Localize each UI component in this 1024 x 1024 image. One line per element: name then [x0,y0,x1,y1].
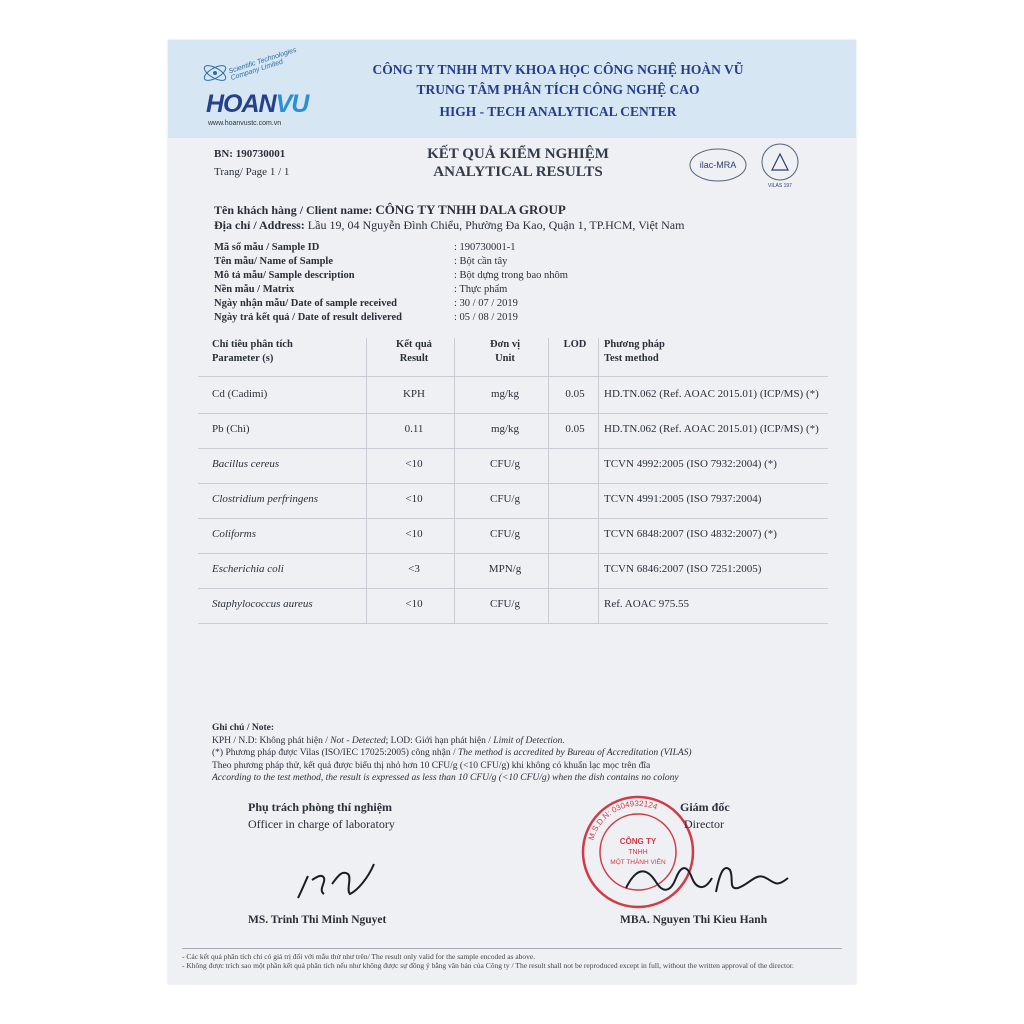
header-lod [550,338,600,352]
cell-unit: MPN/g [488,563,522,575]
sample-info-value: : 05 / 08 / 2019 [454,312,518,323]
cell-lod: 0.05 [565,423,585,435]
header-parameter-en: Parameter (s) [212,353,274,364]
header-unit-vi: Đơn vị [489,339,521,350]
sample-info-row [214,298,814,312]
report-title-vi: KẾT QUẢ KIỂM NGHIỆM [427,146,609,162]
header-method [604,338,844,366]
cell-method: HD.TN.062 (Ref. AOAC 2015.01) (ICP/MS) (*) [604,388,819,400]
header-unit [460,338,550,366]
cell-parameter: Coliforms [212,528,257,540]
cell-lod: 0.05 [565,388,585,400]
lab-officer-subtitle: Officer in charge of laboratory [248,817,395,831]
note-line [212,747,692,760]
note-text: KPH / N.D: Không phát hiện / [212,735,331,746]
sample-info-label: Mô tả mẫu/ Sample description [214,270,355,281]
cell-method: TCVN 6846:2007 (ISO 7251:2005) [604,563,762,575]
header-result [374,338,454,366]
director-name: MBA. Nguyen Thi Kieu Hanh [620,914,768,926]
footer-line-1: - Các kết quả phân tích chỉ có giá trị đối với mẫu thử như trên/ The result only valid for the sample encoded as above. [182,952,536,961]
sample-info-label: Ngày trả kết quả / Date of result delivered [214,312,403,323]
note-text-en: Not - Detected [330,735,386,746]
cell-unit: mg/kg [490,388,520,400]
sample-info-label: Mã số mẫu / Sample ID [214,242,320,253]
table-row [198,483,828,518]
cell-method: TCVN 4992:2005 (ISO 7932:2004) (*) [604,458,777,470]
sample-info-value: : Thực phẩm [454,284,508,295]
footer-line-2: - Không được trích sao một phần kết quả phân tích nếu như không được sự đồng ý bằng văn bản của Công ty / The result shall not be reproduced except in full, without the written approval of the director. [182,961,794,970]
client-name-label: Tên khách hàng / Client name: [214,203,373,217]
sample-info-value: : 190730001-1 [454,242,516,253]
center-name-vi: TRUNG TÂM PHÂN TÍCH CÔNG NGHỆ CAO [416,82,700,97]
header-band [168,40,856,138]
seal-code: M.S.D.N: 0304932124 [586,798,659,842]
cell-result: <10 [405,493,423,505]
cell-method: Ref. AOAC 975.55 [604,598,689,610]
cell-parameter: Cd (Cadimi) [212,388,268,400]
table-row [198,518,828,553]
director-signature [616,848,806,908]
center-name-en: HIGH - TECH ANALYTICAL CENTER [439,104,677,119]
lab-officer-signature [268,850,408,906]
table-divider [198,376,828,377]
report-title-en: ANALYTICAL RESULTS [433,164,603,180]
cell-unit: mg/kg [490,423,520,435]
cell-parameter: Staphylococcus aureus [212,598,313,610]
cell-parameter: Clostridium perfringens [212,493,319,505]
note-text: (*) Phương pháp được Vilas (ISO/IEC 17025:2005) công nhận / [212,748,458,758]
ilac-mra-logo: ilac-MRA [699,160,737,170]
cell-unit: CFU/g [490,493,520,505]
sample-info-label: Ngày nhận mẫu/ Date of sample received [214,298,397,309]
table-row [198,588,828,623]
batch-number: BN: 190730001 [214,148,286,160]
note-text-en: The method is accredited by Bureau of Accreditation (VILAS) [458,748,692,758]
svg-text:M.S.D.N: 0304932124 [587,799,659,841]
sample-info-label: Tên mẫu/ Name of Sample [214,256,333,267]
header-method-en: Test method [604,353,659,364]
header-result-vi: Kết quả [396,339,432,350]
director-title: Giám đốc [680,800,730,814]
cell-result: 0.11 [404,423,424,435]
client-address-row [214,218,684,233]
cell-parameter: Escherichia coli [212,563,284,575]
svg-text:CÔNG TY: CÔNG TY [619,837,657,846]
header-method-vi: Phương pháp [604,339,665,350]
header-parameter-vi: Chỉ tiêu phân tích [212,339,293,350]
client-name: CÔNG TY TNHH DALA GROUP [375,202,566,217]
cell-result: <10 [405,528,423,540]
row-divider [198,623,828,624]
header-result-en: Result [399,353,429,364]
company-logo [198,46,309,134]
sample-info-row [214,270,814,284]
note-line: Theo phương pháp thử, kết quả được biểu thị nhỏ hơn 10 CFU/g (<10 CFU/g) khi không có khuẩn lạc mọc trên đĩa [212,760,651,771]
lab-officer-title: Phụ trách phòng thí nghiệm [248,800,393,814]
sample-info-row [214,242,814,256]
cell-unit: CFU/g [490,528,520,540]
svg-text:MỘT THÀNH VIÊN: MỘT THÀNH VIÊN [610,859,666,866]
cell-method: HD.TN.062 (Ref. AOAC 2015.01) (ICP/MS) (*) [604,423,819,435]
cell-result: <10 [405,598,423,610]
footer-disclaimer [182,952,846,970]
vilas-logo-label: VILAS 197 [768,183,792,189]
report-sheet [168,40,856,984]
sample-info-label: Nền mẫu / Matrix [214,284,295,295]
cell-parameter: Pb (Chì) [212,423,250,435]
table-row [198,413,828,448]
notes-title: Ghi chú / Note: [212,723,275,733]
footer-divider [182,948,842,949]
sample-info-value: : Bột dựng trong bao nhôm [454,270,568,281]
accreditation-logos [688,140,808,190]
sample-info-row [214,256,814,270]
header-unit-en: Unit [495,353,515,364]
table-row [198,553,828,588]
note-line [212,772,692,785]
note-text: ; LOD: Giới hạn phát hiện / [385,735,494,746]
logo-wordmark: HOANVU [206,90,309,118]
client-name-row [214,202,566,218]
note-line [212,735,692,748]
cell-result: KPH [402,388,425,400]
page-number: Trang/ Page 1 / 1 [214,166,290,178]
client-address: Lầu 19, 04 Nguyễn Đình Chiểu, Phường Đa Kao, Quận 1, TP.HCM, Việt Nam [307,218,685,232]
cell-parameter: Bacillus cereus [212,458,280,470]
svg-text:TNHH: TNHH [628,849,648,856]
sample-info-row [214,284,814,298]
client-address-label: Địa chỉ / Address: [214,218,305,232]
sample-info-value: : Bột cần tây [454,256,508,267]
table-row [198,448,828,483]
cell-unit: CFU/g [490,458,520,470]
atom-icon [200,58,230,88]
cell-result: <3 [408,563,420,575]
cell-result: <10 [405,458,423,470]
company-name: CÔNG TY TNHH MTV KHOA HỌC CÔNG NGHỆ HOÀN VŨ [372,62,744,77]
table-row [198,378,828,413]
lab-officer-name: MS. Trinh Thi Minh Nguyet [248,914,387,926]
sample-info-row [214,312,814,326]
cell-method: TCVN 4991:2005 (ISO 7937:2004) [604,493,762,505]
cell-unit: CFU/g [490,598,520,610]
sample-info-value: : 30 / 07 / 2019 [454,298,518,309]
cell-method: TCVN 6848:2007 (ISO 4832:2007) (*) [604,528,777,540]
header-lod-label: LOD [563,339,587,350]
header-parameter [212,338,372,366]
director-subtitle: Director [684,817,724,831]
logo-url: www.hoanvustc.com.vn [208,120,282,127]
note-text-en: According to the test method, the result is expressed as less than 10 CFU/g (<10 CFU/g) when the dish contains no colony [212,773,679,783]
note-text-en: Limit of Detection. [493,735,565,746]
notes [212,722,692,785]
logo-arc-text: Scientific Technologies Company Limited [227,46,298,83]
